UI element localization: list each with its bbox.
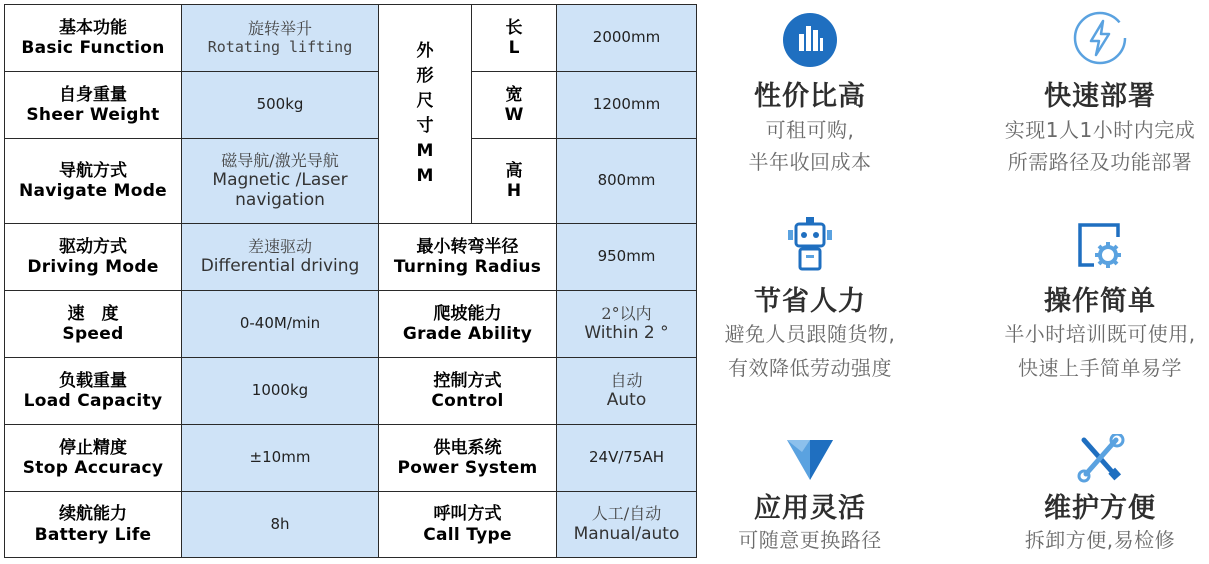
- feature-title: 操作简单: [1044, 286, 1156, 317]
- value-control: 自动 Auto: [556, 357, 697, 425]
- bar-chart-icon: [780, 10, 840, 70]
- value-sheer-weight: 500kg: [181, 71, 379, 139]
- label-basic-function: 基本功能 Basic Function: [4, 4, 182, 72]
- feature-desc-line1: 可租可购,: [765, 118, 855, 142]
- value-width: 1200mm: [556, 71, 697, 139]
- feature-desc-line1: 实现1人1小时内完成: [1004, 118, 1196, 142]
- label-call-type: 呼叫方式 Call Type: [378, 491, 557, 558]
- feature-title: 节省人力: [754, 286, 866, 317]
- label-sheer-weight: 自身重量 Sheer Weight: [4, 71, 182, 139]
- value-length: 2000mm: [556, 4, 697, 72]
- feature-title: 性价比高: [754, 81, 866, 112]
- value-power-system: 24V/75AH: [556, 424, 697, 492]
- feature-easy-maintenance: [950, 420, 1209, 564]
- feature-save-labor: [660, 205, 960, 395]
- feature-cost-effective: [660, 0, 960, 190]
- feature-fast-deploy: [950, 0, 1209, 190]
- robot-icon: [780, 215, 840, 275]
- feature-title: 应用灵活: [754, 493, 866, 524]
- feature-title: 快速部署: [1044, 81, 1156, 112]
- label-navigate-mode: 导航方式 Navigate Mode: [4, 138, 182, 224]
- label-speed: 速 度 Speed: [4, 290, 182, 358]
- feature-desc-line2: 半年收回成本: [748, 150, 872, 174]
- feature-desc-line1: 半小时培训既可使用,: [1004, 322, 1196, 346]
- label-control: 控制方式 Control: [378, 357, 557, 425]
- value-driving-mode: 差速驱动 Differential driving: [181, 223, 379, 291]
- value-turning-radius: 950mm: [556, 223, 697, 291]
- value-stop-accuracy: ±10mm: [181, 424, 379, 492]
- feature-desc-line1: 避免人员跟随货物,: [724, 322, 896, 346]
- label-grade-ability: 爬坡能力 Grade Ability: [378, 290, 557, 358]
- label-battery-life: 续航能力 Battery Life: [4, 491, 182, 558]
- value-battery-life: 8h: [181, 491, 379, 558]
- label-turning-radius: 最小转弯半径 Turning Radius: [378, 223, 557, 291]
- feature-desc-line1: 拆卸方便,易检修: [1024, 528, 1176, 552]
- spec-table: [4, 4, 697, 558]
- value-navigate-mode: 磁导航/激光导航 Magnetic /Laser navigation: [181, 138, 379, 224]
- feature-flexible-application: [660, 420, 960, 564]
- label-load-capacity: 负载重量 Load Capacity: [4, 357, 182, 425]
- funnel-triangle-icon: [780, 434, 840, 484]
- value-grade-ability: 2°以内 Within 2 °: [556, 290, 697, 358]
- label-power-system: 供电系统 Power System: [378, 424, 557, 492]
- feature-desc-line1: 可随意更换路径: [738, 528, 882, 552]
- feature-desc-line2: 有效降低劳动强度: [728, 356, 892, 380]
- value-height: 800mm: [556, 138, 697, 224]
- wrench-screwdriver-icon: [1070, 434, 1130, 484]
- value-basic-function: 旋转举升 Rotating lifting: [181, 4, 379, 72]
- value-call-type: 人工/自动 Manual/auto: [556, 491, 697, 558]
- value-speed: 0-40M/min: [181, 290, 379, 358]
- label-width: 宽 W: [471, 71, 557, 139]
- screen-gear-icon: [1070, 215, 1130, 275]
- label-height: 高 H: [471, 138, 557, 224]
- value-load-capacity: 1000kg: [181, 357, 379, 425]
- feature-desc-line2: 所需路径及功能部署: [1007, 150, 1193, 174]
- label-length: 长 L: [471, 4, 557, 72]
- feature-title: 维护方便: [1044, 493, 1156, 524]
- feature-easy-operation: [950, 205, 1209, 395]
- feature-desc-line2: 快速上手简单易学: [1018, 356, 1182, 380]
- dimensions-group-label: 外 形 尺 寸 M M: [378, 4, 472, 224]
- label-stop-accuracy: 停止精度 Stop Accuracy: [4, 424, 182, 492]
- lightning-icon: [1070, 8, 1130, 68]
- label-driving-mode: 驱动方式 Driving Mode: [4, 223, 182, 291]
